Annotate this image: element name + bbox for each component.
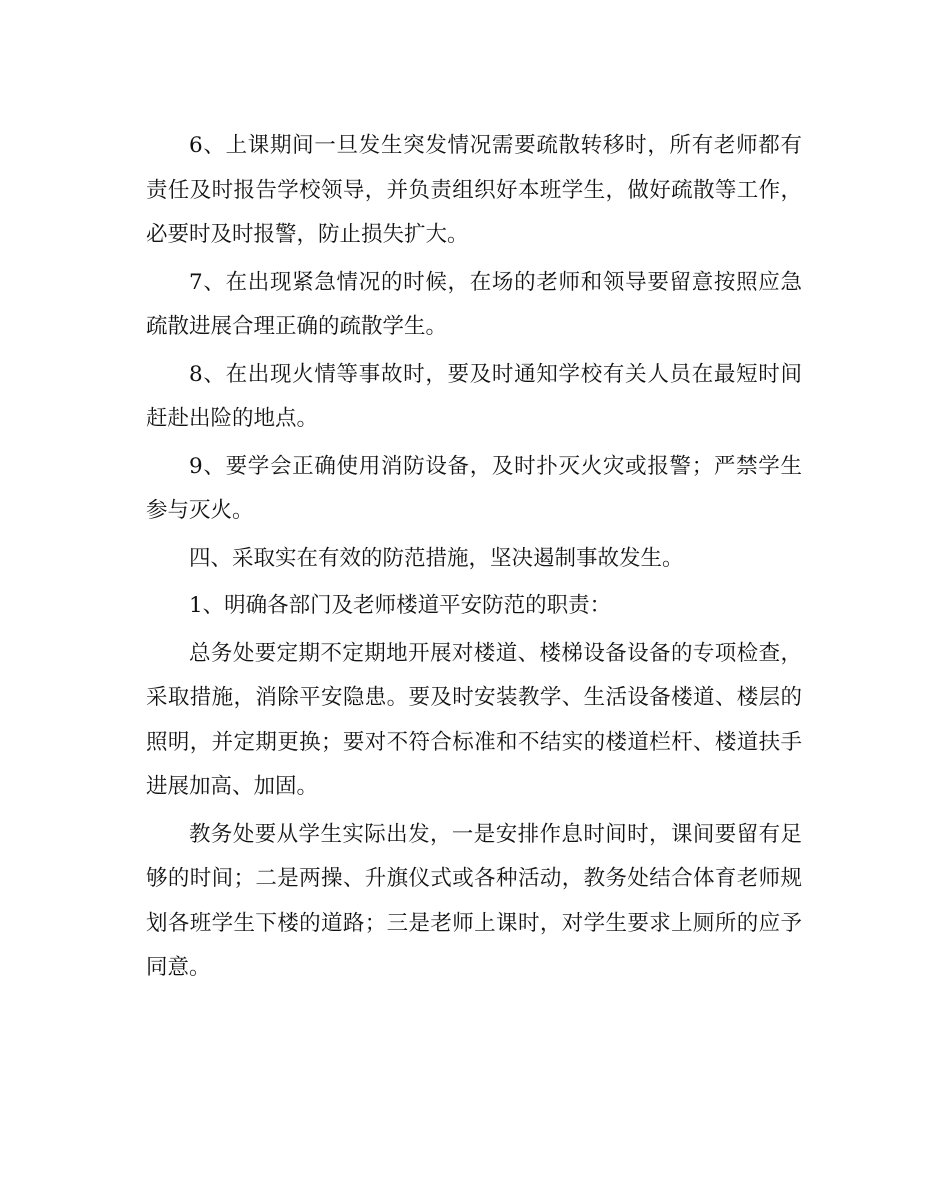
paragraph-item-7: 7、在出现紧急情况的时候，在场的老师和领导要留意按照应急疏散进展合理正确的疏散学生。 [146, 269, 802, 339]
section-heading-four: 四、采取实在有效的防范措施，坚决遏制事故发生。 [189, 545, 684, 571]
subsection-heading-1: 1、明确各部门及老师楼道平安防范的职责： [189, 593, 612, 618]
paragraph-general-affairs: 总务处要定期不定期地开展对楼道、楼梯设备设备的专项检查，采取措施，消除平安隐患。要及时安装教学、生活设备楼道、楼层的照明，并定期更换；要对不符合标准和不结实的楼道栏杆、楼道扶手进展加高、加固。 [146, 640, 802, 799]
paragraph-item-9: 9、要学会正确使用消防设备，及时扑灭火灾或报警；严禁学生参与灭火。 [146, 453, 802, 523]
paragraph-item-6: 6、上课期间一旦发生突发情况需要疏散转移时，所有老师都有责任及时报告学校领导，并负责组织好本班学生，做好疏散等工作，必要时及时报警，防止损失扩大。 [146, 133, 802, 247]
document-body [146, 124, 802, 994]
paragraph-item-8: 8、在出现火情等事故时，要及时通知学校有关人员在最短时间赶赴出险的地点。 [146, 361, 802, 431]
paragraph-academic-affairs: 教务处要从学生实际出发，一是安排作息时间时，课间要留有足够的时间；二是两操、升旗仪式或各种活动，教务处结合体育老师规划各班学生下楼的道路；三是老师上课时，对学生要求上厕所的应予同意。 [146, 821, 802, 980]
